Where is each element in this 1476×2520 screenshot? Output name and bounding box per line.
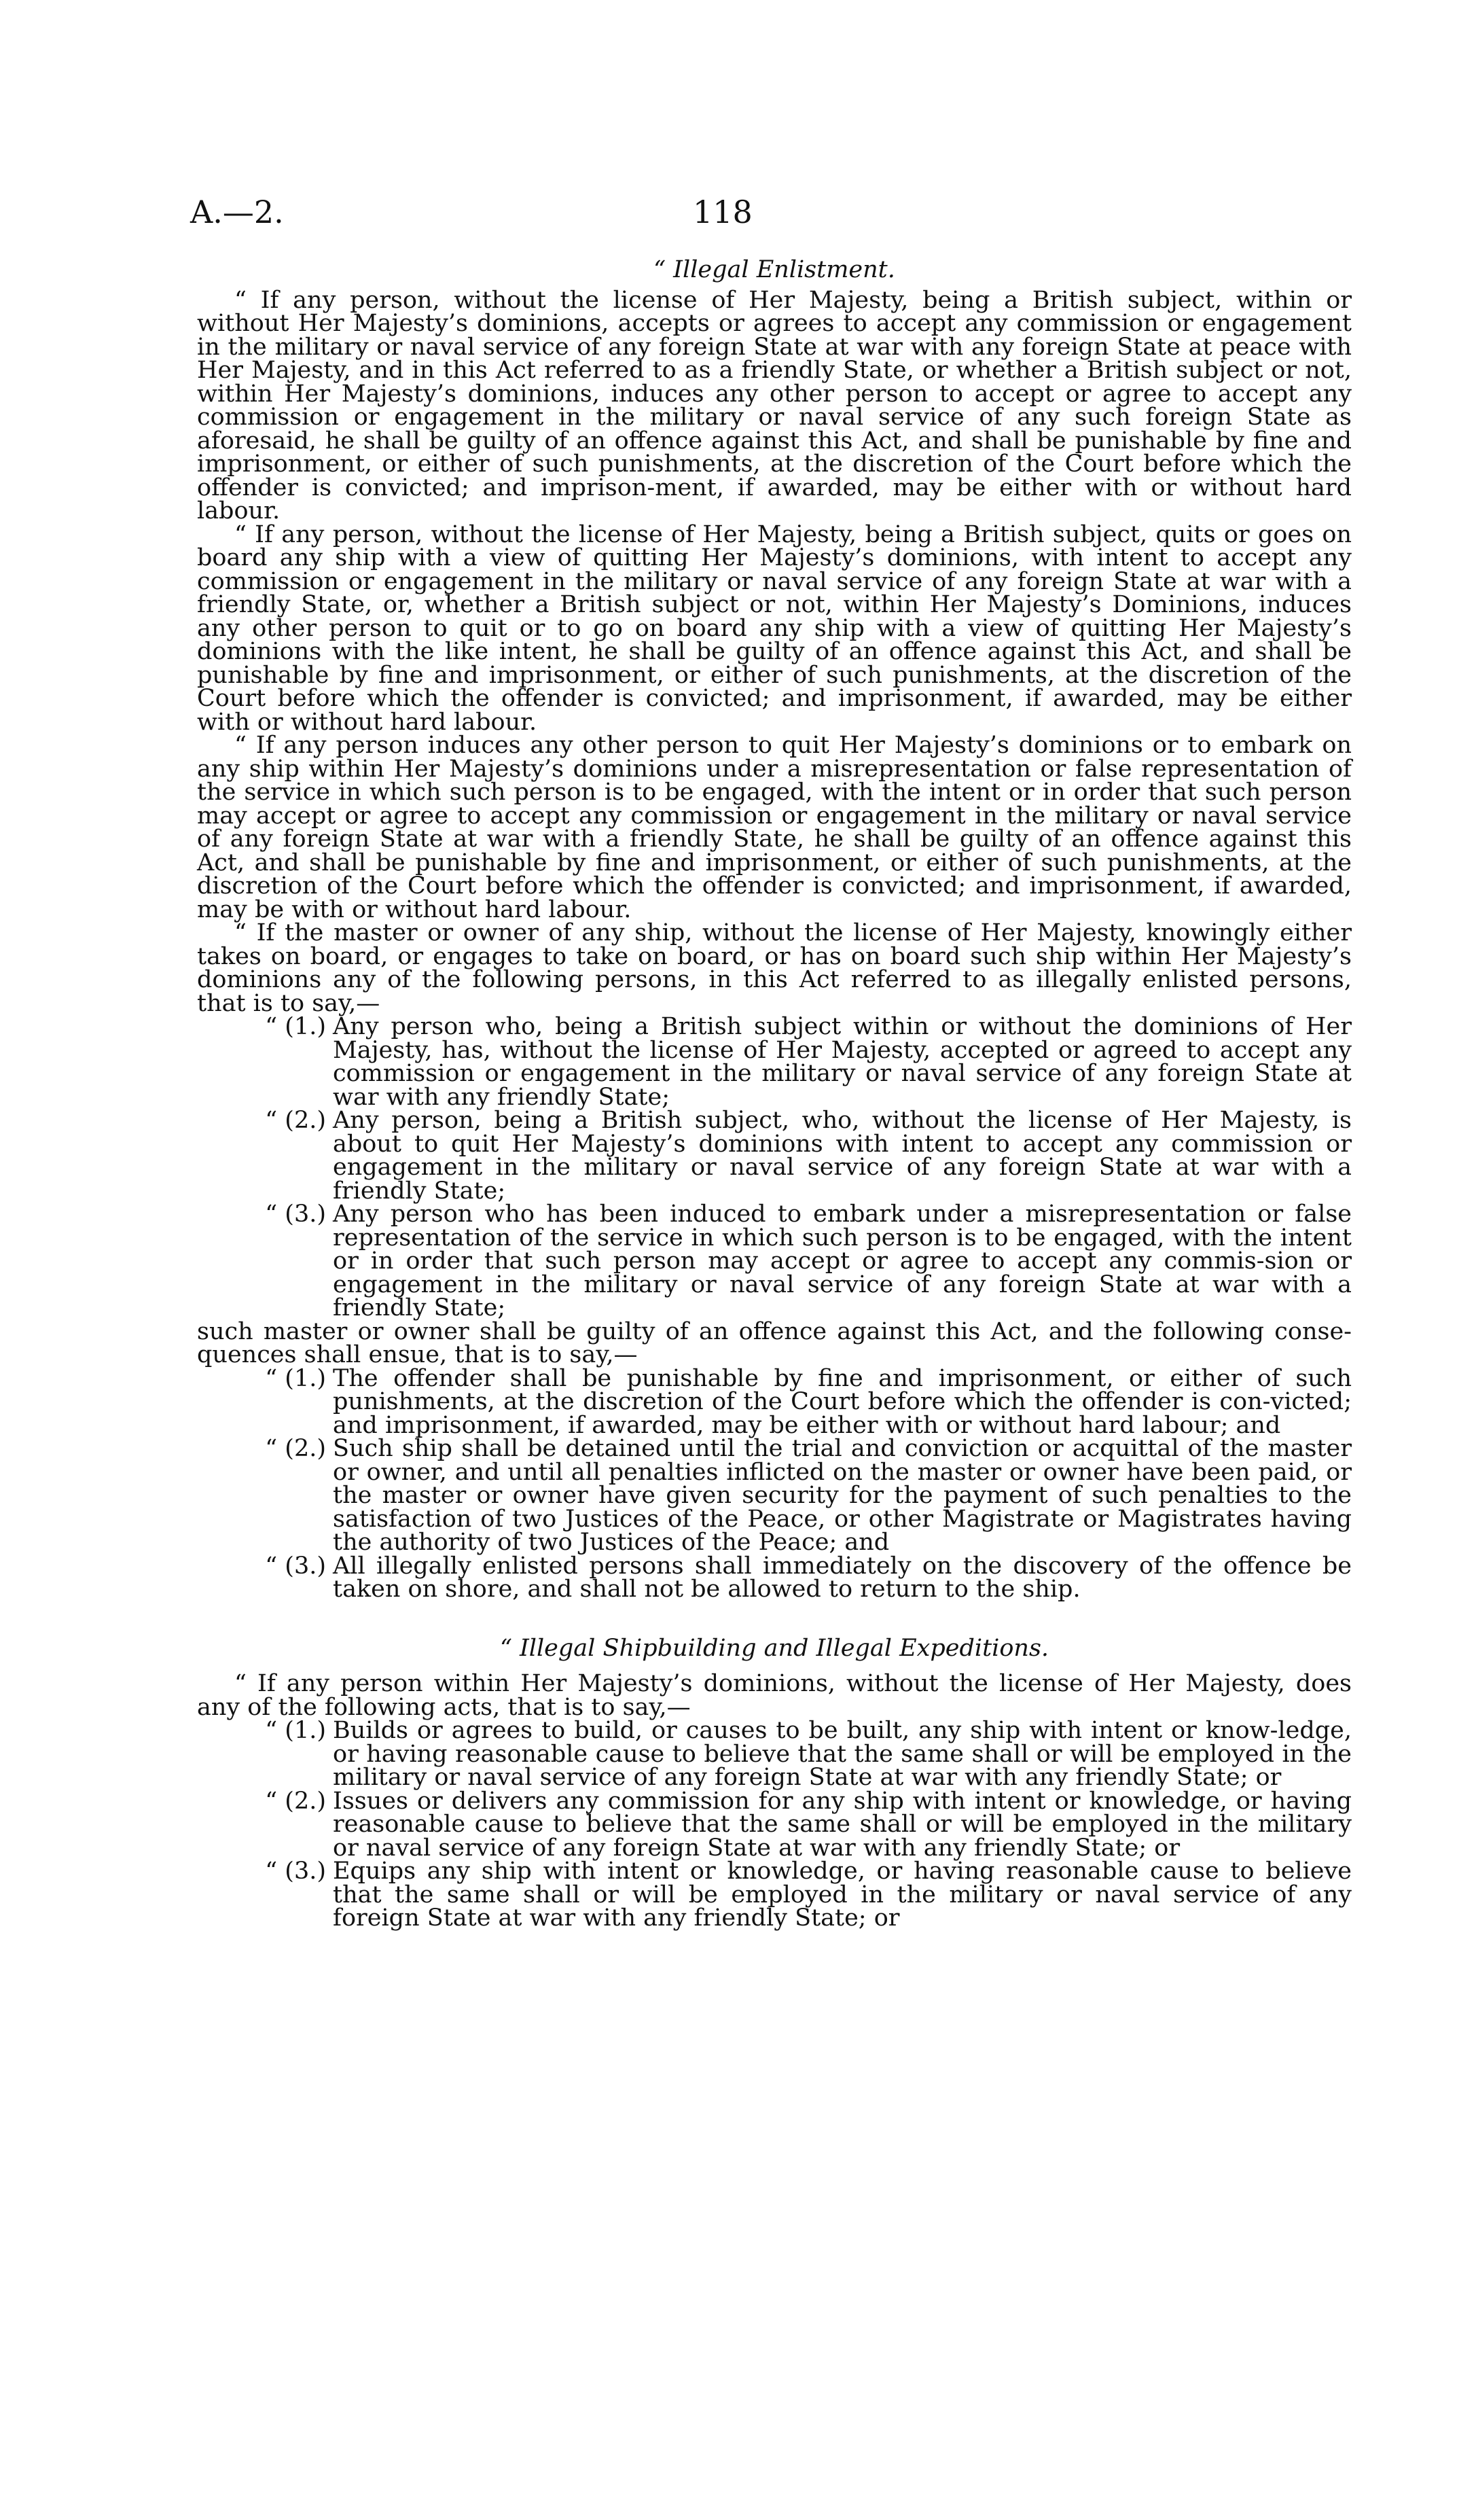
list-item-number: “ (1.)	[265, 1717, 326, 1744]
list-item-text: Any person who has been induced to embark under a misrepresentation or false representation of the service in which such person is to be engaged, with the intent or in order that such person may accept or agree to accept any commis-sion or engagement in the military or naval service of any foreign State at war with a friendly State;	[333, 1201, 1352, 1321]
list-item-text: Builds or agrees to build, or causes to be built, any ship with intent or know-ledge, or having reasonable cause to believe that the same shall or will be employed in the military or naval service of any foreign State at war with any friendly State; or	[333, 1717, 1352, 1791]
page-header	[0, 194, 1476, 241]
enumerated-list	[197, 1015, 1352, 1320]
list-item	[197, 1552, 1352, 1603]
list-item	[197, 1860, 1352, 1930]
page-body	[197, 258, 1352, 1930]
enumerated-list	[197, 1719, 1352, 1930]
paragraph: “ If any person, without the license of Her Majesty, being a British subject, within or without Her Majesty’s dominions, accepts or agrees to accept any commission or engagement in the military or naval service of any foreign State at war with any foreign State at peace with Her Majesty, and in this Act referred to as a friendly State, or whether a British subject or not, within Her Majesty’s dominions, induces any other person to accept or agree to accept any commission or engagement in the military or naval service of any such foreign State as aforesaid, he shall be guilty of an offence against this Act, and shall be punishable by fine and imprisonment, or either of such punishments, at the discretion of the Court before which the offender is convicted; and imprison-ment, if awarded, may be either with or without hard labour.	[197, 286, 1352, 525]
list-item-text: Such ship shall be detained until the trial and conviction or acquittal of the master or owner, and until all penalties inflicted on the master or owner have been paid, or the master or owner have given security for the payment of such penalties to the satisfaction of two Justices of the Peace, or other Magistrate or Magistrates having the authority of two Justices of the Peace; and	[333, 1435, 1352, 1556]
list-item-number: “ (2.)	[265, 1107, 326, 1134]
list-item	[197, 1719, 1352, 1790]
list-item-number: “ (2.)	[265, 1787, 326, 1815]
page-number: 118	[693, 194, 753, 230]
list-item-text: Equips any ship with intent or knowledge, or having reasonable cause to believe that the same shall or will be employed in the military or naval service of any foreign State at war with any friendly State; or	[333, 1858, 1352, 1932]
list-item-number: “ (2.)	[265, 1435, 326, 1462]
paragraph: “ If any person, without the license of Her Majesty, being a British subject, quits or goes on board any ship with a view of quitting Her Majesty’s dominions, with intent to accept any commission or engagement in the military or naval service of any foreign State at war with a friendly State, or, whether a British subject or not, within Her Majesty’s Dominions, induces any other person to quit or to go on board any ship with a view of quitting Her Majesty’s dominions with the like intent, he shall be guilty of an offence against this Act, and shall be punishable by fine and imprisonment, or either of such punishments, at the discretion of the Court before which the offender is convicted; and imprisonment, if awarded, may be either with or without hard labour.	[197, 520, 1352, 736]
list-item	[197, 1109, 1352, 1203]
list-item-text: Any person, being a British subject, who, without the license of Her Majesty, is about to quit Her Majesty’s dominions with intent to accept any commission or engagement in the military or naval service of any foreign State at war with a friendly State;	[333, 1107, 1352, 1205]
list-item	[197, 1203, 1352, 1320]
list-item	[197, 1015, 1352, 1109]
list-item-number: “ (1.)	[265, 1364, 326, 1392]
list-item-text: The offender shall be punishable by fine and imprisonment, or either of such punishments, at the discretion of the Court before which the offender is con-victed; and imprisonment, if awarded, may be either with or without hard labour; and	[333, 1364, 1352, 1439]
document-reference: A.—2.	[190, 194, 284, 230]
enumerated-list	[197, 1364, 1352, 1603]
paragraph: “ If any person within Her Majesty’s dominions, without the license of Her Majesty, does any of the following acts, that is to say,—	[197, 1670, 1352, 1721]
list-item	[197, 1364, 1352, 1439]
list-item-number: “ (1.)	[265, 1013, 326, 1040]
list-item	[197, 1787, 1352, 1862]
paragraph: “ If the master or owner of any ship, without the license of Her Majesty, knowingly either takes on board, or engages to take on board, or has on board such ship within Her Majesty’s dominions any of the following persons, in this Act referred to as illegally enlisted persons, that is to say,—	[197, 919, 1352, 1017]
paragraph: “ If any person induces any other person to quit Her Majesty’s dominions or to embark on any ship within Her Majesty’s dominions under a misrepresentation or false representation of the service in which such person is to be engaged, with the intent or in order that such person may accept or agree to accept any commission or engagement in the military or naval service of any foreign State at war with a friendly State, he shall be guilty of an offence against this Act, and shall be punishable by fine and imprisonment, or either of such punishments, at the discretion of the Court before which the offender is convicted; and imprisonment, if awarded, may be with or without hard labour.	[197, 732, 1352, 923]
list-item-text: All illegally enlisted persons shall immediately on the discovery of the offence be taken on shore, and shall not be allowed to return to the ship.	[333, 1552, 1352, 1603]
list-item-number: “ (3.)	[265, 1858, 326, 1885]
list-item-number: “ (3.)	[265, 1552, 326, 1580]
paragraph: such master or owner shall be guilty of an offence against this Act, and the following conse-quences shall ensue, that is to say,—	[197, 1317, 1352, 1368]
section-heading-illegal-enlistment: “ Illegal Enlistment.	[653, 256, 895, 283]
list-item	[197, 1437, 1352, 1555]
list-item-text: Any person who, being a British subject within or without the dominions of Her Majesty, has, without the license of Her Majesty, accepted or agreed to accept any commission or engagement in the military or naval service of any foreign State at war with any friendly State;	[333, 1013, 1352, 1111]
list-item-text: Issues or delivers any commission for any ship with intent or knowledge, or having reasonable cause to believe that the same shall or will be employed in the military or naval service of any foreign State at war with any friendly State; or	[333, 1787, 1352, 1862]
list-item-number: “ (3.)	[265, 1201, 326, 1228]
section-heading-illegal-shipbuilding: “ Illegal Shipbuilding and Illegal Expeditions.	[499, 1634, 1049, 1662]
